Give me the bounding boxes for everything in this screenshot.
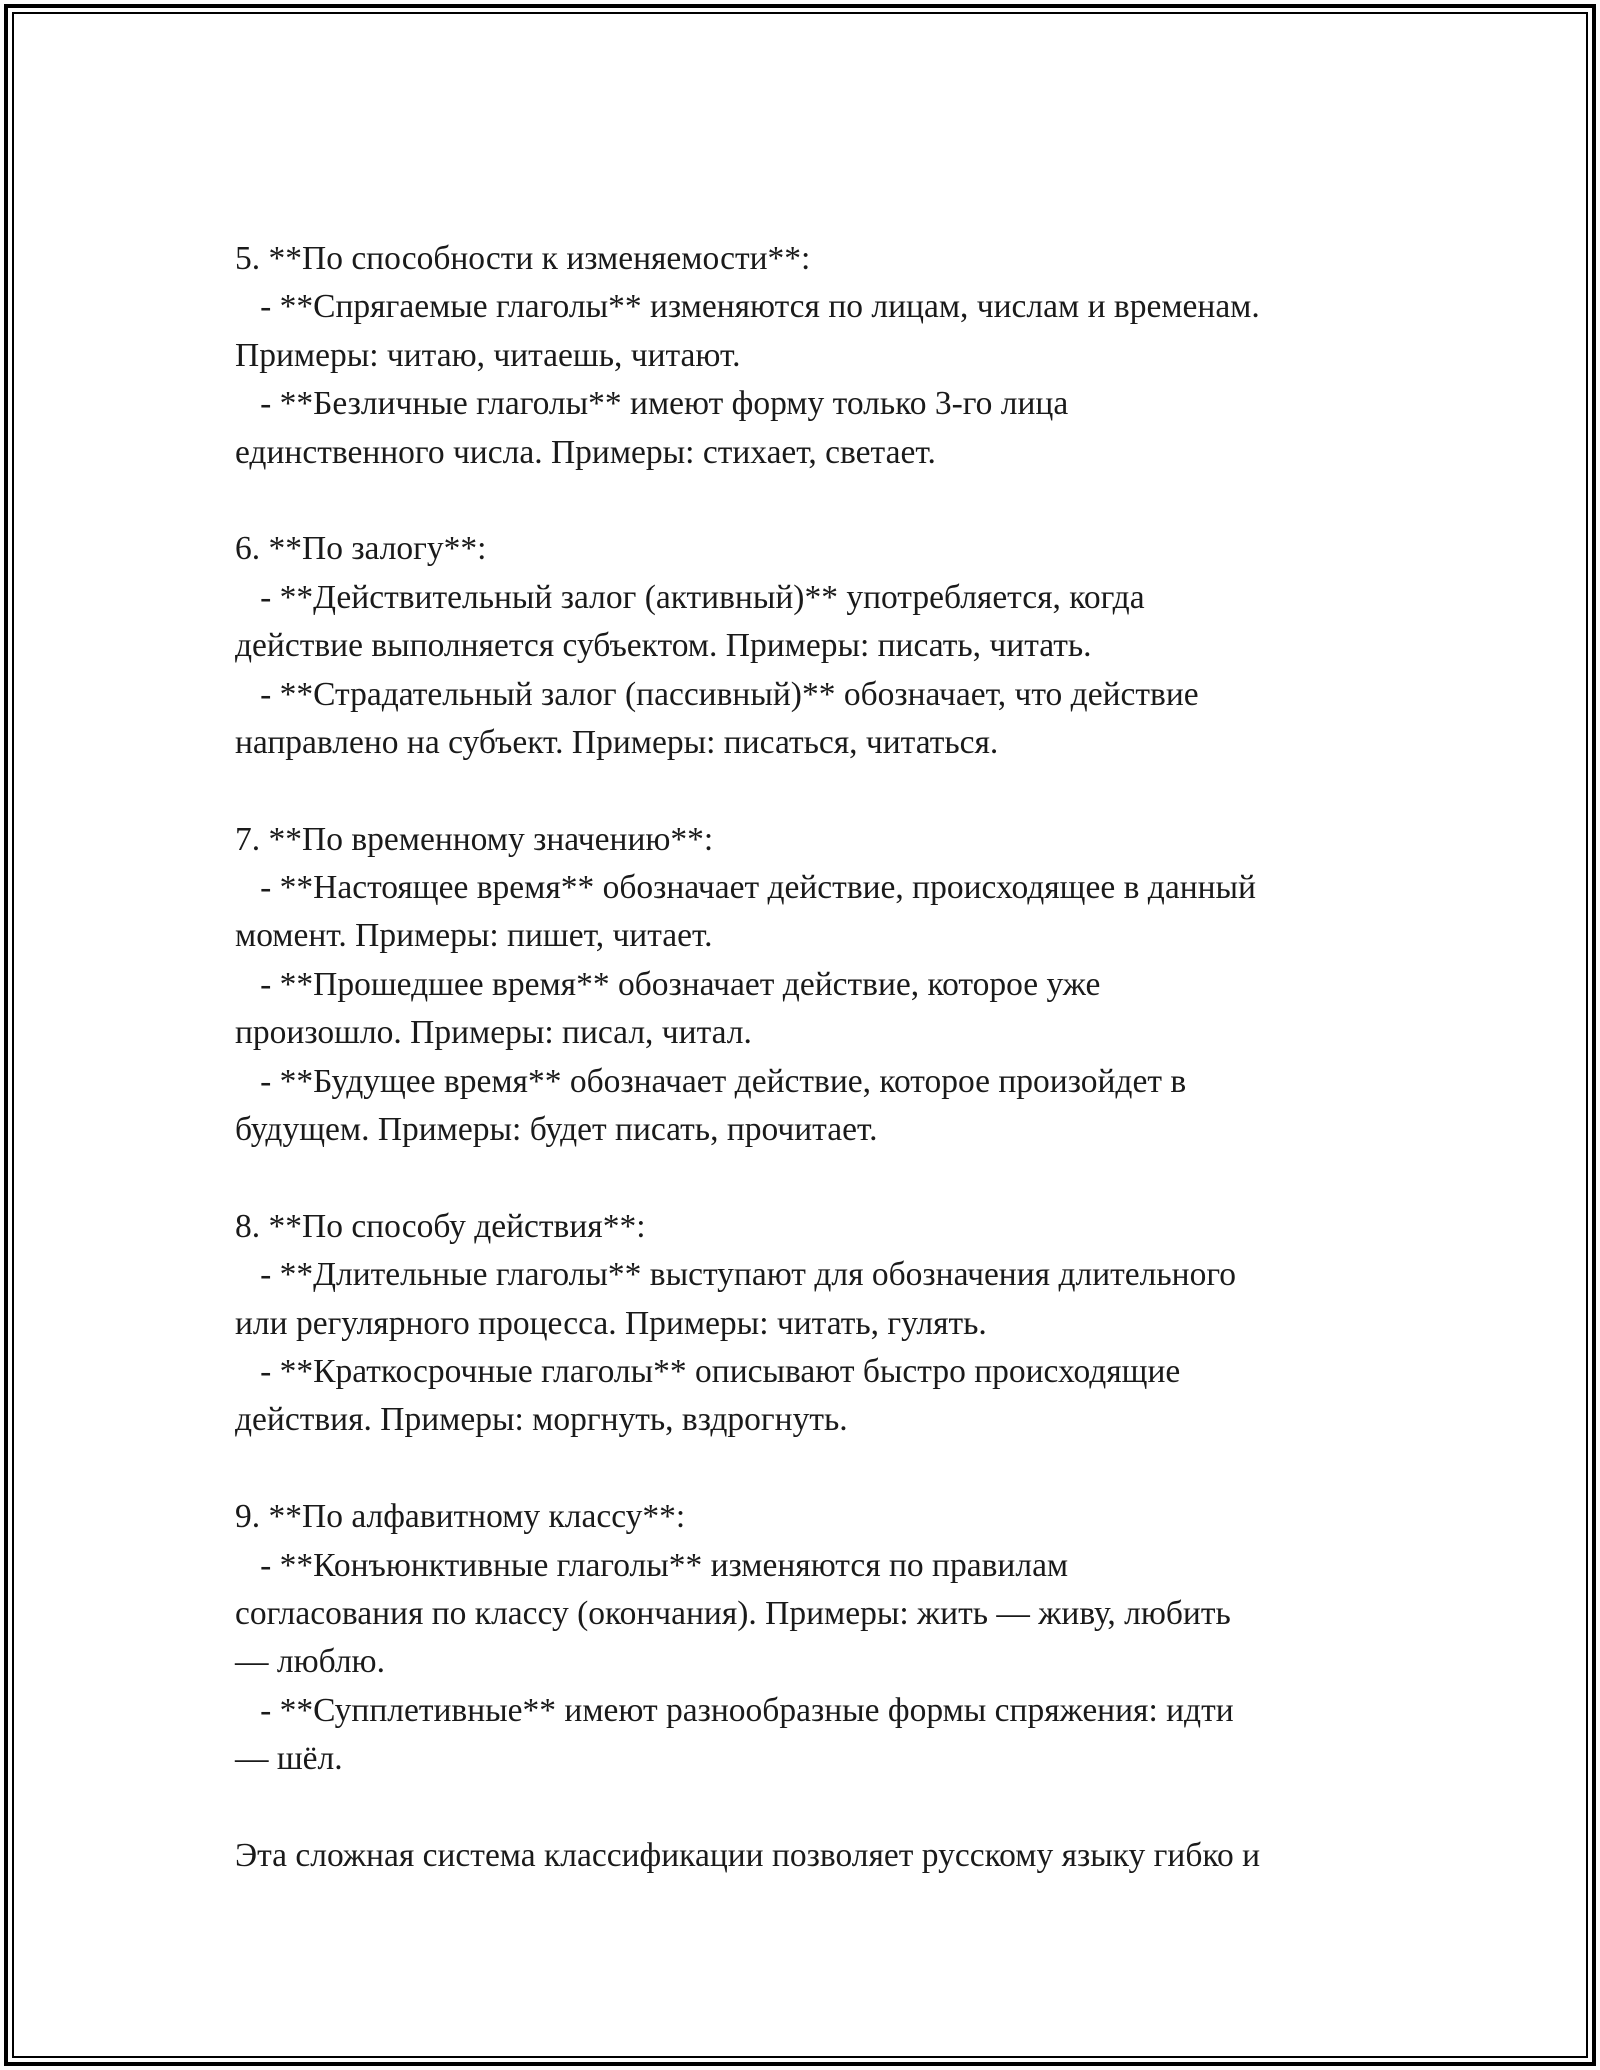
text-line: — люблю. [235, 1643, 385, 1681]
text-line: - **Краткосрочные глаголы** описывают быстро происходящие [235, 1352, 1181, 1390]
text-line: - **Будущее время** обозначает действие, которое произойдет в [235, 1062, 1187, 1100]
text-line: 6. **По залогу**: [235, 530, 487, 568]
text-line: или регулярного процесса. Примеры: читать, гулять. [235, 1304, 987, 1342]
text-line: 8. **По способу действия**: [235, 1207, 646, 1245]
text-line: Эта сложная система классификации позволяет русскому языку гибко и [235, 1836, 1261, 1874]
text-line: действия. Примеры: моргнуть, вздрогнуть. [235, 1401, 848, 1439]
text-line: - **Супплетивные** имеют разнообразные формы спряжения: идти [235, 1691, 1234, 1729]
text-line: единственного числа. Примеры: стихает, светает. [235, 433, 936, 471]
text-line: направлено на субъект. Примеры: писаться, читаться. [235, 723, 999, 761]
text-line: - **Настоящее время** обозначает действие, происходящее в данный [235, 869, 1256, 907]
text-line: действие выполняется субъектом. Примеры: писать, читать. [235, 627, 1092, 665]
text-line: - **Прошедшее время** обозначает действие, которое уже [235, 965, 1101, 1003]
text-line: Примеры: читаю, читаешь, читают. [235, 336, 741, 374]
text-line: - **Спрягаемые глаголы** изменяются по лицам, числам и временам. [235, 288, 1260, 326]
text-line: - **Действительный залог (активный)** употребляется, когда [235, 578, 1145, 616]
text-line: - **Длительные глаголы** выступают для обозначения длительного [235, 1256, 1236, 1294]
blank-line [235, 1154, 1395, 1202]
text-line: произошло. Примеры: писал, читал. [235, 1014, 752, 1052]
text-line: согласования по классу (окончания). Примеры: жить — живу, любить [235, 1594, 1231, 1632]
blank-line [235, 477, 1395, 525]
text-line: будущем. Примеры: будет писать, прочитает. [235, 1111, 878, 1149]
text-line: - **Страдательный залог (пассивный)** обозначает, что действие [235, 675, 1199, 713]
text-line: 5. **По способности к изменяемости**: [235, 240, 811, 277]
text-line: - **Безличные глаголы** имеют форму только 3-го лица [235, 385, 1069, 423]
blank-line [235, 1445, 1395, 1493]
text-line: 9. **По алфавитному классу**: [235, 1498, 686, 1536]
blank-line [235, 1784, 1395, 1832]
document-body [235, 235, 1395, 1880]
text-line: — шёл. [235, 1740, 343, 1778]
text-line: 7. **По временному значению**: [235, 820, 714, 858]
blank-line [235, 767, 1395, 815]
text-line: - **Конъюнктивные глаголы** изменяются по правилам [235, 1546, 1069, 1584]
text-line: момент. Примеры: пишет, читает. [235, 917, 713, 955]
